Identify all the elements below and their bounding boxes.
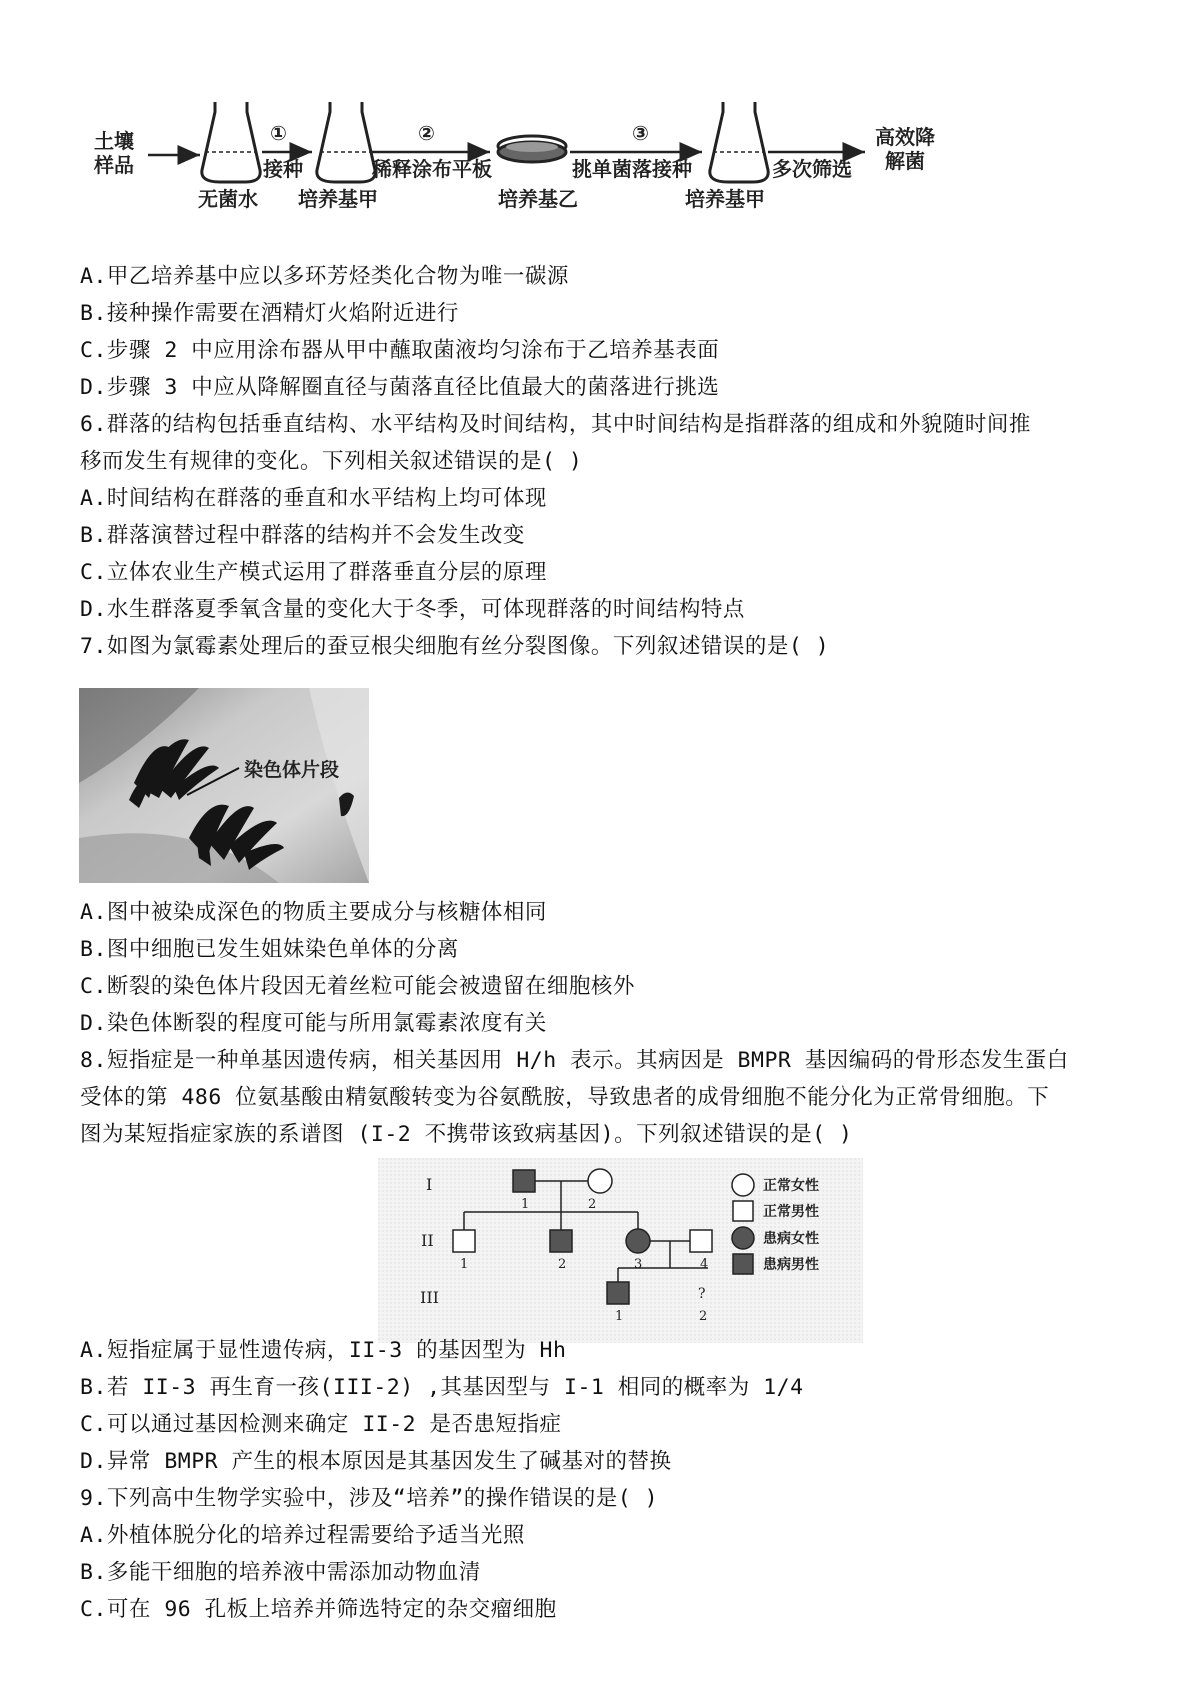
iii1-affected-male [607,1282,629,1304]
svg-text:2: 2 [558,1257,567,1272]
step1-label: 接种 [263,157,303,181]
q8-option-d: D.异常 BMPR 产生的根本原因是其基因发生了碱基对的替换 [80,1449,672,1474]
q6-stem-line2: 移而发生有规律的变化。下列相关叙述错误的是( ) [80,449,583,474]
q9-option-c: C.可在 96 孔板上培养并筛选特定的杂交瘤细胞 [80,1597,557,1622]
ii4-normal-male [690,1230,712,1252]
mitosis-micrograph [79,688,369,883]
ii2-affected-male [550,1230,572,1252]
q7-option-d: D.染色体断裂的程度可能与所用氯霉素浓度有关 [80,1011,547,1036]
flask-medium-a-2 [710,102,768,182]
q6-option-a: A.时间结构在群落的垂直和水平结构上均可体现 [80,486,547,511]
step3-number: ③ [632,121,649,145]
q9-option-a: A.外植体脱分化的培养过程需要给予适当光照 [80,1523,525,1548]
q5-option-c: C.步骤 2 中应用涂布器从甲中蘸取菌液均匀涂布于乙培养基表面 [80,338,720,363]
q7-stem: 7.如图为氯霉素处理后的蚕豆根尖细胞有丝分裂图像。下列叙述错误的是( ) [80,634,830,659]
q6-option-c: C.立体农业生产模式运用了群落垂直分层的原理 [80,560,547,585]
step3-label: 挑单菌落接种 [572,157,692,181]
svg-text:1: 1 [521,1197,530,1212]
q7-option-c: C.断裂的染色体片段因无着丝粒可能会被遗留在细胞核外 [80,974,635,999]
ii1-normal-male [453,1230,475,1252]
legend-normal-female-icon [732,1174,754,1196]
svg-text:患病女性: 患病女性 [763,1231,819,1247]
flow-start-line1: 土壤 [94,129,134,153]
gen-label-ii: II [421,1231,434,1250]
flow-start-line2: 样品 [94,153,134,177]
svg-text:3: 3 [634,1257,643,1272]
legend-normal-male-icon [733,1201,753,1221]
q8-option-a: A.短指症属于显性遗传病，II-3 的基因型为 Hh [80,1338,567,1363]
step4-label: 多次筛选 [772,157,852,181]
chromosome-fragment-label: 染色体片段 [244,759,340,781]
flask3-label: 培养基甲 [685,187,765,211]
q8-option-b: B.若 II-3 再生育一孩(III-2) ,其基因型与 I-1 相同的概率为 1/4 [80,1375,804,1400]
svg-text:患病男性: 患病男性 [763,1257,819,1273]
step1-number: ① [270,121,287,145]
svg-text:4: 4 [700,1257,709,1272]
q8-stem-line2: 受体的第 486 位氨基酸由精氨酸转变为谷氨酰胺，导致患者的成骨细胞不能分化为正常骨细胞。下 [80,1085,1050,1110]
ii3-affected-female [626,1229,650,1253]
q5-option-a: A.甲乙培养基中应以多环芳烃类化合物为唯一碳源 [80,264,569,289]
pedigree-chart [378,1158,863,1343]
svg-text:正常男性: 正常男性 [763,1204,819,1220]
svg-text:正常女性: 正常女性 [763,1178,819,1194]
step2-number: ② [418,121,435,145]
gen-label-iii: III [420,1288,439,1307]
flask-medium-a-1 [317,102,375,182]
flask1-label: 无菌水 [198,187,258,211]
legend-affected-female-icon [732,1227,754,1249]
q7-option-a: A.图中被染成深色的物质主要成分与核糖体相同 [80,900,547,925]
i1-affected-male [513,1170,535,1192]
step2-label: 稀释涂布平板 [372,157,492,181]
q8-option-c: C.可以通过基因检测来确定 II-2 是否患短指症 [80,1412,562,1437]
flow-end-line2: 解菌 [885,149,925,173]
svg-text:1: 1 [460,1257,469,1272]
q5-option-b: B.接种操作需要在酒精灯火焰附近进行 [80,301,459,326]
q9-option-b: B.多能干细胞的培养液中需添加动物血清 [80,1560,481,1585]
q8-stem-line1: 8.短指症是一种单基因遗传病，相关基因用 H/h 表示。其病因是 BMPR 基因编码的骨形态发生蛋白 [80,1048,1069,1073]
q6-option-d: D.水生群落夏季氧含量的变化大于冬季，可体现群落的时间结构特点 [80,597,745,622]
svg-text:1: 1 [615,1309,624,1324]
petri-dish-medium-b [498,136,566,162]
experiment-flowchart [80,100,1040,230]
flask2-label: 培养基甲 [298,187,378,211]
q8-stem-line3: 图为某短指症家族的系谱图 (I-2 不携带该致病基因)。下列叙述错误的是( ) [80,1122,853,1147]
iii2-unknown: ? [698,1286,706,1302]
q5-option-d: D.步骤 3 中应从降解圈直径与菌落直径比值最大的菌落进行挑选 [80,375,720,400]
legend-affected-male-icon [733,1254,753,1274]
q6-stem-line1: 6.群落的结构包括垂直结构、水平结构及时间结构，其中时间结构是指群落的组成和外貌随时间推 [80,412,1031,437]
gen-label-i: I [426,1175,433,1194]
i2-normal-female [588,1169,612,1193]
svg-text:2: 2 [588,1197,597,1212]
q6-option-b: B.群落演替过程中群落的结构并不会发生改变 [80,523,525,548]
q9-stem: 9.下列高中生物学实验中，涉及“培养”的操作错误的是( ) [80,1486,659,1511]
flow-end-line1: 高效降 [875,125,935,149]
q7-option-b: B.图中细胞已发生姐妹染色单体的分离 [80,937,459,962]
flask-sterile-water [202,102,260,182]
svg-text:2: 2 [699,1309,708,1324]
dish-label: 培养基乙 [498,187,578,211]
